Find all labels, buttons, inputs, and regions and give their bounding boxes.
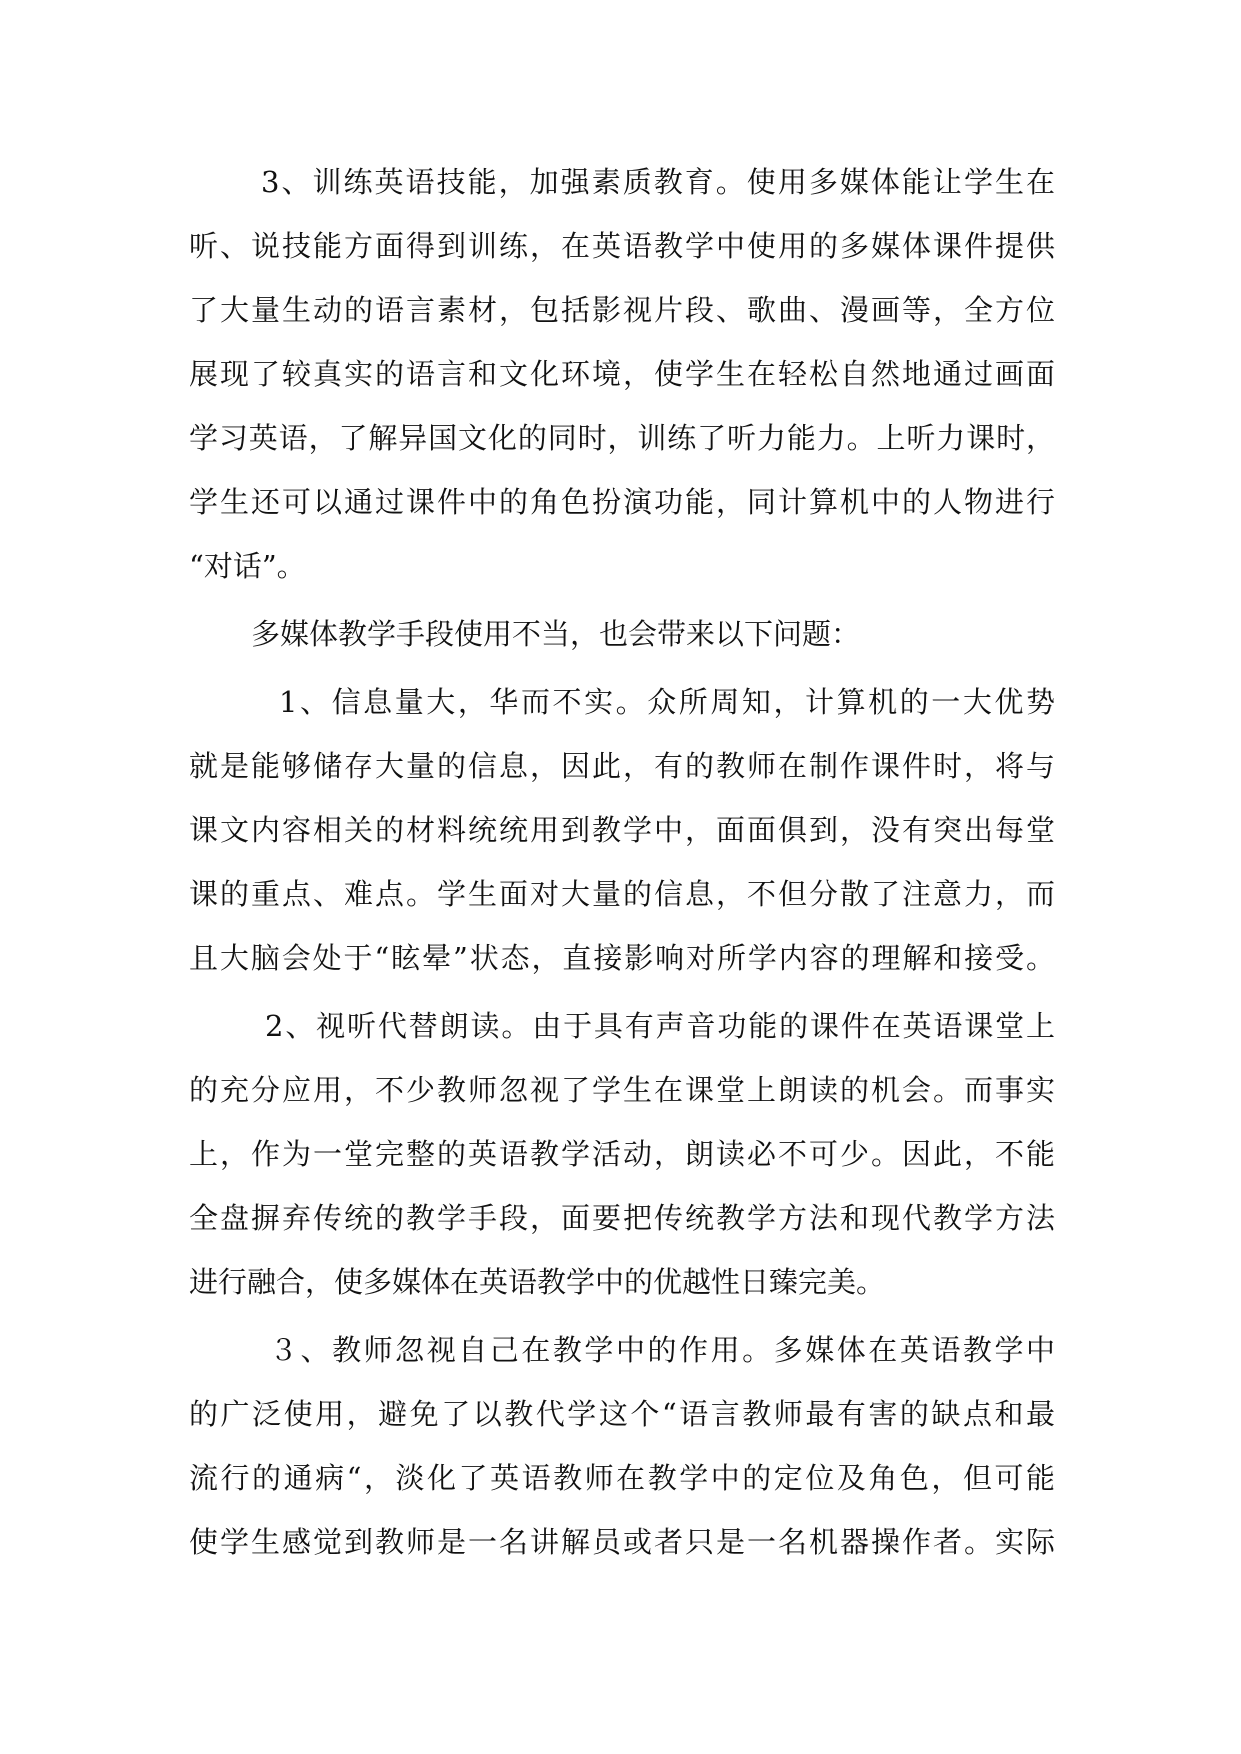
paragraph-1-line-4: 展现了较真实的语言和文化环境，使学生在轻松自然地通过画面 — [189, 357, 1055, 391]
paragraph-4-line-5: 进行融合，使多媒体在英语教学中的优越性日臻完美。 — [189, 1265, 886, 1299]
paragraph-2-line-1: 多媒体教学手段使用不当，也会带来以下问题： — [251, 617, 861, 651]
paragraph-3-line-1: 1、信息量大，华而不实。众所周知，计算机的一大优势 — [279, 685, 1055, 719]
paragraph-4-line-1: 2、视听代替朗读。由于具有声音功能的课件在英语课堂上 — [265, 1009, 1055, 1043]
paragraph-5-line-4: 使学生感觉到教师是一名讲解员或者只是一名机器操作者。实际 — [189, 1525, 1055, 1559]
paragraph-1-line-1: 3、训练英语技能，加强素质教育。使用多媒体能让学生在 — [261, 165, 1055, 199]
paragraph-1-line-7: “对话”。 — [189, 549, 306, 583]
paragraph-3-line-4: 课的重点、难点。学生面对大量的信息，不但分散了注意力，而 — [189, 877, 1055, 911]
paragraph-3-line-3: 课文内容相关的材料统统用到教学中，面面俱到，没有突出每堂 — [189, 813, 1055, 847]
paragraph-5-line-1: ３、教师忽视自己在教学中的作用。多媒体在英语教学中 — [269, 1333, 1055, 1367]
paragraph-1-line-6: 学生还可以通过课件中的角色扮演功能，同计算机中的人物进行 — [189, 485, 1055, 519]
paragraph-3-line-5: 且大脑会处于“眩晕”状态，直接影响对所学内容的理解和接受。 — [189, 941, 1055, 975]
paragraph-4-line-3: 上，作为一堂完整的英语教学活动，朗读必不可少。因此，不能 — [189, 1137, 1055, 1171]
document-body — [189, 150, 1055, 1574]
paragraph-4-line-4: 全盘摒弃传统的教学手段，面要把传统教学方法和现代教学方法 — [189, 1201, 1055, 1235]
paragraph-3-line-2: 就是能够储存大量的信息，因此，有的教师在制作课件时，将与 — [189, 749, 1055, 783]
paragraph-5-line-2: 的广泛使用，避免了以教代学这个“语言教师最有害的缺点和最 — [189, 1397, 1055, 1431]
paragraph-1-line-5: 学习英语，了解异国文化的同时，训练了听力能力。上听力课时， — [189, 421, 1055, 455]
paragraph-1-line-2: 听、说技能方面得到训练，在英语教学中使用的多媒体课件提供 — [189, 229, 1055, 263]
paragraph-4-line-2: 的充分应用，不少教师忽视了学生在课堂上朗读的机会。而事实 — [189, 1073, 1055, 1107]
paragraph-5-line-3: 流行的通病“，淡化了英语教师在教学中的定位及角色，但可能 — [189, 1461, 1055, 1495]
paragraph-1-line-3: 了大量生动的语言素材，包括影视片段、歌曲、漫画等，全方位 — [189, 293, 1055, 327]
